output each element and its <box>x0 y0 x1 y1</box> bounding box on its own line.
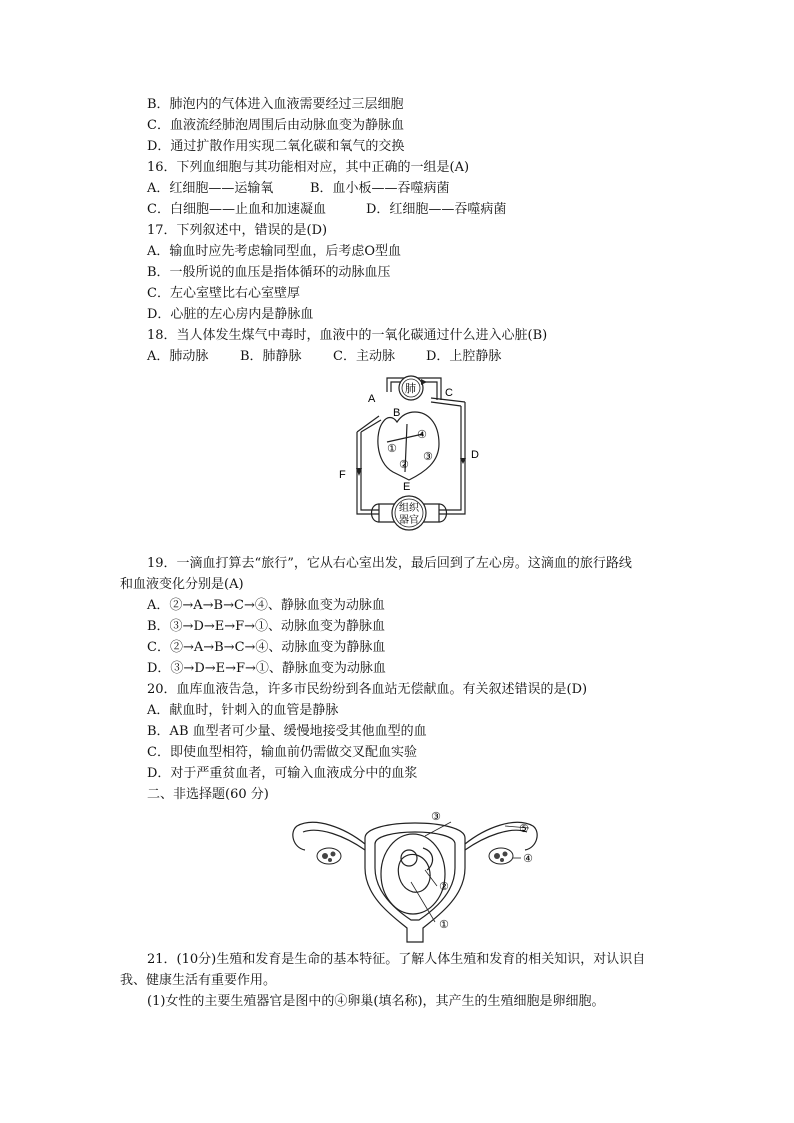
label-b: B <box>393 407 401 419</box>
organ-label-line1: 组织 <box>399 503 419 514</box>
label-1: ① <box>387 443 397 455</box>
label-e: E <box>403 481 411 493</box>
label-f: F <box>339 469 346 481</box>
q19-option-c: C．②→A→B→C→④、动脉血变为静脉血 <box>147 640 386 655</box>
q15-option-d: D．通过扩散作用实现二氧化碳和氧气的交换 <box>147 139 405 154</box>
q18-option-d: D．上腔静脉 <box>426 349 502 364</box>
q17-option-c: C．左心室壁比右心室壁厚 <box>147 286 300 301</box>
q15-option-c: C．血液流经肺泡周围后由动脉血变为静脉血 <box>147 118 404 133</box>
q20-option-a: A．献血时，针刺入的血管是静脉 <box>147 703 339 718</box>
label-c: C <box>445 387 453 399</box>
lung-label: 肺 <box>405 383 416 395</box>
label-2: ② <box>399 459 409 471</box>
label-3: ③ <box>423 451 433 463</box>
q17-option-d: D．心脏的左心房内是静脉血 <box>147 307 314 322</box>
label-2: ② <box>439 881 449 893</box>
q21-stem-line1: 21．(10分)生殖和发育是生命的基本特征。了解人体生殖和发育的相关知识，对认识自 <box>147 952 646 967</box>
q16-stem: 16．下列血细胞与其功能相对应，其中正确的一组是(A) <box>147 160 470 175</box>
q18-option-c: C．主动脉 <box>333 349 395 364</box>
label-a: A <box>368 393 376 405</box>
label-4: ④ <box>523 853 533 865</box>
q19-stem-line1: 19．一滴血打算去“旅行”，它从右心室出发，最后回到了左心房。这滴血的旅行路线 <box>147 556 632 571</box>
section-2-heading: 二、非选择题(60 分) <box>147 787 269 802</box>
label-4: ④ <box>417 429 427 441</box>
q19-option-a: A．②→A→B→C→④、静脉血变为动脉血 <box>147 598 385 613</box>
q16-option-d: D．红细胞——吞噬病菌 <box>366 202 507 217</box>
q17-option-b: B．一般所说的血压是指体循环的动脉血压 <box>147 265 391 280</box>
q20-option-b: B．AB 血型者可少量、缓慢地接受其他血型的血 <box>147 724 427 739</box>
q18-option-b: B．肺静脉 <box>240 349 302 364</box>
q21-part1: (1)女性的主要生殖器官是图中的④卵巢(填名称)，其产生的生殖细胞是卵细胞。 <box>147 994 605 1009</box>
q21-stem-line2: 我、健康生活有重要作用。 <box>120 973 277 988</box>
label-5: ⑤ <box>519 823 529 835</box>
q16-option-b: B．血小板——吞噬病菌 <box>310 181 450 196</box>
q19-stem-line2: 和血液变化分别是(A) <box>120 577 244 592</box>
q18-options <box>147 348 501 366</box>
uterus-diagram <box>285 808 545 948</box>
label-3: ③ <box>431 811 441 823</box>
q16-option-a: A．红细胞——运输氧 <box>147 181 274 196</box>
q17-option-a: A．输血时应先考虑输同型血，后考虑O型血 <box>147 244 402 259</box>
q20-option-c: C．即使血型相符，输血前仍需做交叉配血实验 <box>147 745 417 760</box>
q16-options-row2 <box>147 201 506 219</box>
q18-option-a: A．肺动脉 <box>147 349 209 364</box>
organ-label-line2: 器官 <box>399 515 419 526</box>
q19-option-d: D．③→D→E→F→①、静脉血变为动脉血 <box>147 661 386 676</box>
q19-option-b: B．③→D→E→F→①、动脉血变为静脉血 <box>147 619 386 634</box>
q20-option-d: D．对于严重贫血者，可输入血液成分中的血浆 <box>147 766 418 781</box>
q20-stem: 20．血库血液告急，许多市民纷纷到各血站无偿献血。有关叙述错误的是(D) <box>147 682 588 697</box>
q15-option-b: B．肺泡内的气体进入血液需要经过三层细胞 <box>147 97 404 112</box>
label-1: ① <box>439 919 449 931</box>
q16-options-row1 <box>147 180 450 198</box>
label-d: D <box>471 449 479 461</box>
q18-stem: 18．当人体发生煤气中毒时，血液中的一氧化碳通过什么进入心脏(B) <box>147 328 548 343</box>
q16-option-c: C．白细胞——止血和加速凝血 <box>147 202 326 217</box>
circulation-diagram <box>335 372 495 544</box>
q17-stem: 17．下列叙述中，错误的是(D) <box>147 223 328 238</box>
